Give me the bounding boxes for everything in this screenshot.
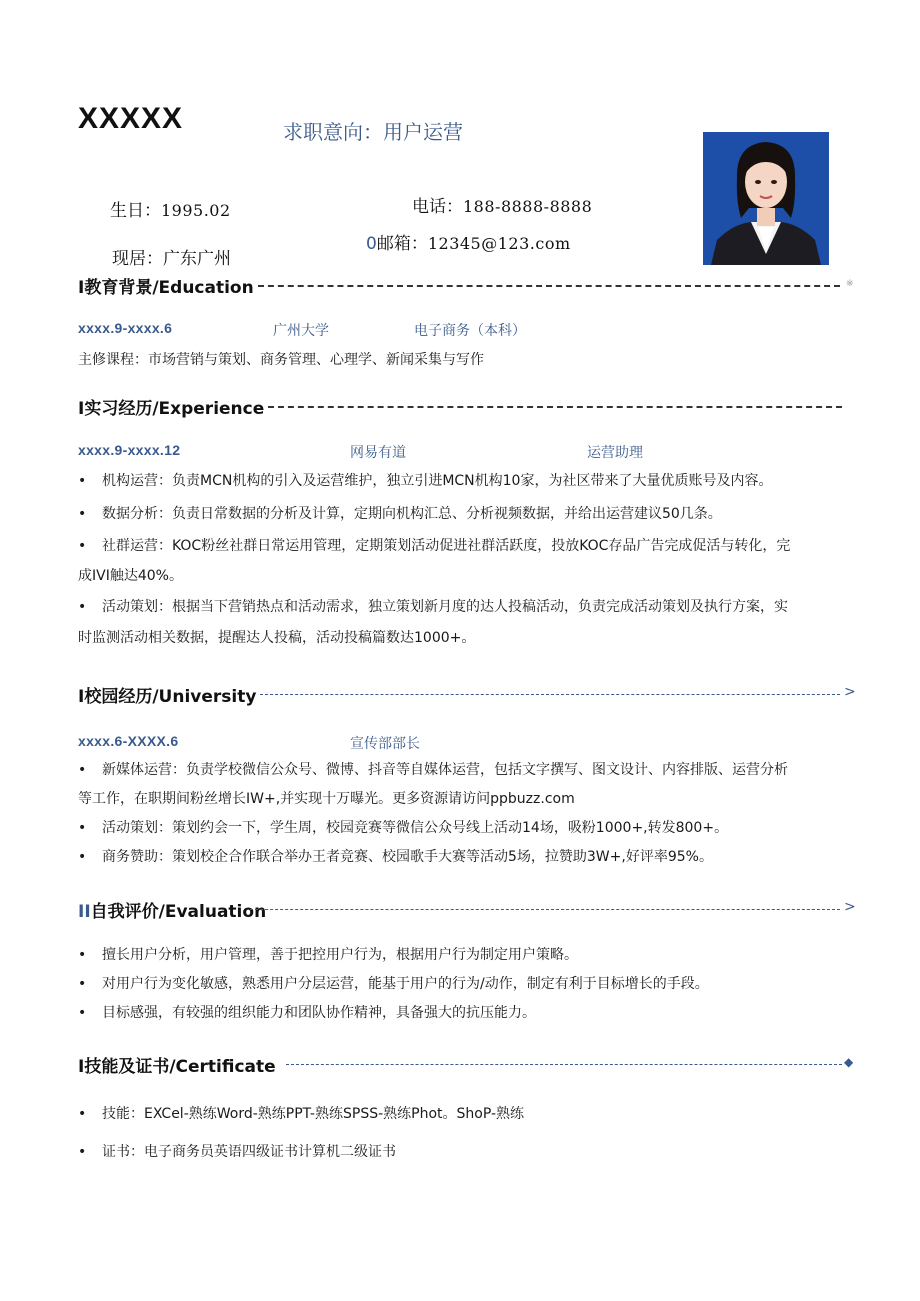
education-courses: 主修课程：市场营销与策划、商务管理、心理学、新闻采集与写作: [78, 352, 484, 368]
list-item: [78, 970, 868, 999]
internship-date: xxxx.9-xxxx.12: [78, 442, 181, 458]
list-item-text: 目标感强，有较强的组织能力和团队协作精神，具备强大的抗压能力。: [102, 1005, 536, 1021]
bullet: •: [78, 1144, 87, 1160]
section-title-experience: I实习经历/Experience: [78, 399, 265, 419]
section-end-arrow: >: [844, 684, 856, 700]
campus-role: 宣传部部长: [350, 736, 420, 752]
section-certificate: [78, 1052, 853, 1076]
bullet: •: [78, 849, 87, 865]
list-item-text: 技能：EXCel-熟练Word-熟练PPT-熟练SPSS-熟练Phot。ShoP-熟练: [102, 1106, 525, 1122]
bullet: •: [78, 762, 87, 778]
list-item-continued: 时监测活动相关数据，提醒达人投稿，活动投稿篇数达1000+。: [78, 630, 476, 646]
list-item-text: 机构运营：负责MCN机构的引入及运营维护，独立引进MCN机构10家，为社区带来了大量优质账号及内容。: [102, 473, 773, 489]
list-item: [78, 756, 868, 785]
list-item-text: 擅长用户分析，用户管理，善于把控用户行为，根据用户行为制定用户策略。: [102, 947, 578, 963]
email-prefix: 0: [366, 234, 377, 254]
list-item: [78, 532, 868, 561]
bullet: •: [78, 599, 87, 615]
bullet: •: [78, 538, 87, 554]
bullet: •: [78, 506, 87, 522]
list-item-text: 数据分析：负责日常数据的分析及计算，定期向机构汇总、分析视频数据，并给出运营建议50几条。: [102, 506, 722, 522]
bullet: •: [78, 947, 87, 963]
list-item-text: 活动策划：根据当下营销热点和活动需求，独立策划新月度的达人投稿活动，负责完成活动策划及执行方案，实: [102, 599, 788, 615]
internship-role: 运营助理: [587, 445, 643, 461]
section-divider: [268, 406, 842, 408]
birth-value: 1995.02: [161, 201, 231, 220]
section-education: [78, 273, 853, 297]
education-school: 广州大学: [273, 323, 329, 339]
internship-company: 网易有道: [350, 445, 406, 461]
list-item: [78, 843, 868, 872]
residence-field: 现居：广东广州: [112, 249, 231, 269]
section-divider: [260, 694, 840, 695]
list-item-text: 活动策划：策划约会一下，学生周，校园竞赛等微信公众号线上活动14场，吸粉1000+,转发800+。: [102, 820, 729, 836]
section-divider: [250, 909, 840, 910]
list-item-text: 社群运营：KOC粉丝社群日常运用管理，定期策划活动促进社群活跃度，投放KOC存品广告完成促活与转化，完: [102, 538, 791, 554]
phone-value: 188-8888-8888: [463, 197, 593, 216]
phone-label: 电话：: [412, 197, 463, 217]
bullet: •: [78, 473, 87, 489]
list-item-text: 新媒体运营：负责学校微信公众号、微博、抖音等自媒体运营，包括文字撰写、图文设计、内容排版、运营分析: [102, 762, 788, 778]
list-item: [78, 593, 868, 622]
candidate-name: XXXXX: [78, 102, 184, 135]
list-item: [78, 1100, 868, 1129]
list-item: [78, 814, 868, 843]
list-item-continued: 成IVI触达40%。: [78, 568, 183, 584]
list-item-text: 对用户行为变化敏感，熟悉用户分层运营，能基于用户的行为/动作，制定有利于目标增长的手段。: [102, 976, 709, 992]
bullet: •: [78, 1106, 87, 1122]
list-item: [78, 941, 868, 970]
list-item: [78, 999, 868, 1028]
list-item: [78, 1138, 868, 1167]
evaluation-prefix: II: [78, 902, 91, 922]
section-title-certificate: I技能及证书/Certificate: [78, 1057, 276, 1077]
email-field: [366, 229, 571, 254]
list-item-text: 商务赞助：策划校企合作联合举办王者竞赛、校园歌手大赛等活动5场，拉赞助3W+,好评率95%。: [102, 849, 713, 865]
phone-field: [412, 192, 592, 217]
education-date: xxxx.9-xxxx.6: [78, 320, 173, 336]
section-evaluation: [78, 897, 856, 922]
campus-date: xxxx.6-XXXX.6: [78, 733, 179, 749]
section-divider: [258, 285, 840, 287]
evaluation-title-text: 自我评价/Evaluation: [90, 902, 267, 922]
email-value: 12345@123.com: [427, 234, 571, 253]
list-item: [78, 467, 868, 496]
bullet: •: [78, 820, 87, 836]
diamond-icon: ◆: [844, 1055, 854, 1069]
list-item-text: 证书：电子商务员英语四级证书计算机二级证书: [102, 1144, 396, 1160]
list-item-continued: 等工作，在职期间粉丝增长IW+,并实现十万曝光。更多资源请访问ppbuzz.com: [78, 791, 575, 807]
section-end-arrow: >: [844, 899, 856, 915]
section-title-evaluation: [78, 897, 266, 922]
job-intent: 求职意向：用户运营: [283, 120, 463, 144]
section-title-education: I教育背景/Education: [78, 278, 254, 298]
list-item: [78, 500, 868, 529]
section-divider: [286, 1064, 842, 1065]
bullet: •: [78, 976, 87, 992]
birth-label: 生日：: [110, 201, 161, 221]
section-experience: [78, 394, 853, 418]
education-major: 电子商务（本科）: [414, 323, 526, 339]
section-title-university: I校园经历/University: [78, 687, 257, 707]
profile-photo: [703, 132, 829, 265]
section-university: [78, 682, 856, 707]
section-end-mark: ※: [846, 279, 854, 289]
bullet: •: [78, 1005, 87, 1021]
birth-field: [110, 196, 231, 221]
email-label: 邮箱：: [376, 234, 428, 254]
